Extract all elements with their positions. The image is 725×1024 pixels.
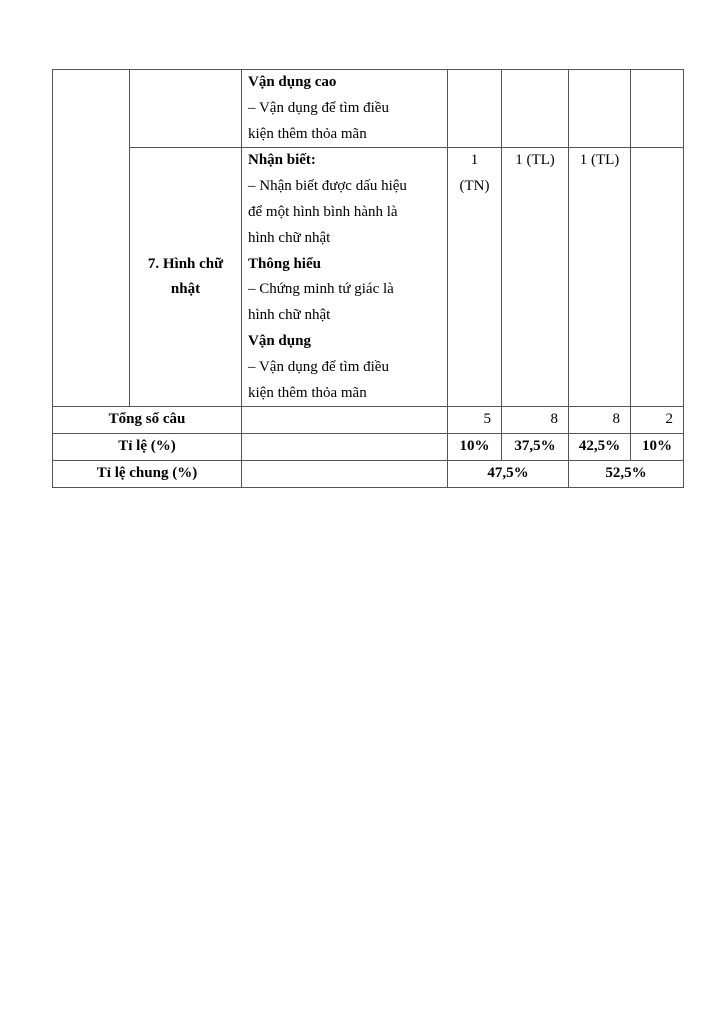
- matrix-row-continued: [53, 70, 684, 148]
- lesson-title-line: nhật: [170, 281, 201, 298]
- empty-cell: [242, 434, 448, 461]
- level-heading: Vận dụng cao: [248, 74, 337, 90]
- content-line: kiện thêm thỏa mãn: [248, 384, 367, 401]
- content-line: – Vận dụng để tìm điều: [248, 99, 389, 116]
- count-cell: [448, 70, 502, 148]
- total-questions-row: [53, 407, 684, 434]
- content-line: kiện thêm thỏa mãn: [248, 125, 367, 142]
- empty-cell: [242, 407, 448, 434]
- overall-ratio-label: Tỉ lệ chung (%): [53, 460, 242, 487]
- overall-ratio-value: 52,5%: [569, 460, 684, 487]
- content-line: hình chữ nhật: [248, 229, 331, 246]
- count-cell-recognize: [448, 148, 502, 407]
- ratio-value: 10%: [448, 434, 502, 461]
- content-line: – Chứng minh tứ giác là: [248, 281, 394, 298]
- lesson-title-line: 7. Hình chữ: [147, 255, 224, 272]
- topic-cell: [53, 70, 130, 407]
- lesson-cell-empty: [130, 70, 242, 148]
- ratio-value: 37,5%: [502, 434, 569, 461]
- count-value: 1: [470, 152, 479, 169]
- count-value: 1 (TL): [515, 152, 555, 169]
- count-cell: [502, 70, 569, 148]
- empty-cell: [242, 460, 448, 487]
- content-cell: [242, 70, 448, 148]
- overall-ratio-row: [53, 460, 684, 487]
- level-heading: Vận dụng: [248, 332, 311, 349]
- count-cell: [631, 70, 684, 148]
- content-cell: [242, 148, 448, 407]
- assessment-matrix-table: [52, 69, 684, 488]
- level-heading: Nhận biết:: [248, 152, 316, 169]
- ratio-value: 10%: [631, 434, 684, 461]
- count-cell-apply: [569, 148, 631, 407]
- content-line: – Nhận biết được dấu hiệu: [248, 178, 407, 195]
- total-value: 5: [448, 407, 502, 434]
- count-cell-understand: [502, 148, 569, 407]
- ratio-value: 42,5%: [569, 434, 631, 461]
- content-line: để một hình bình hành là: [248, 203, 398, 220]
- content-line: – Vận dụng để tìm điều: [248, 358, 389, 375]
- ratio-row: [53, 434, 684, 461]
- total-value: 8: [569, 407, 631, 434]
- count-cell: [569, 70, 631, 148]
- content-line: hình chữ nhật: [248, 307, 331, 324]
- lesson-cell: [130, 148, 242, 407]
- count-value: 1 (TL): [579, 152, 620, 169]
- total-value: 2: [631, 407, 684, 434]
- count-cell-apply-high: [631, 148, 684, 407]
- matrix-row-rectangle: [53, 148, 684, 407]
- total-value: 8: [502, 407, 569, 434]
- count-type: (TN): [459, 178, 490, 195]
- ratio-label: Tỉ lệ (%): [53, 434, 242, 461]
- total-questions-label: Tổng số câu: [53, 407, 242, 434]
- level-heading: Thông hiểu: [248, 255, 321, 272]
- overall-ratio-value: 47,5%: [448, 460, 569, 487]
